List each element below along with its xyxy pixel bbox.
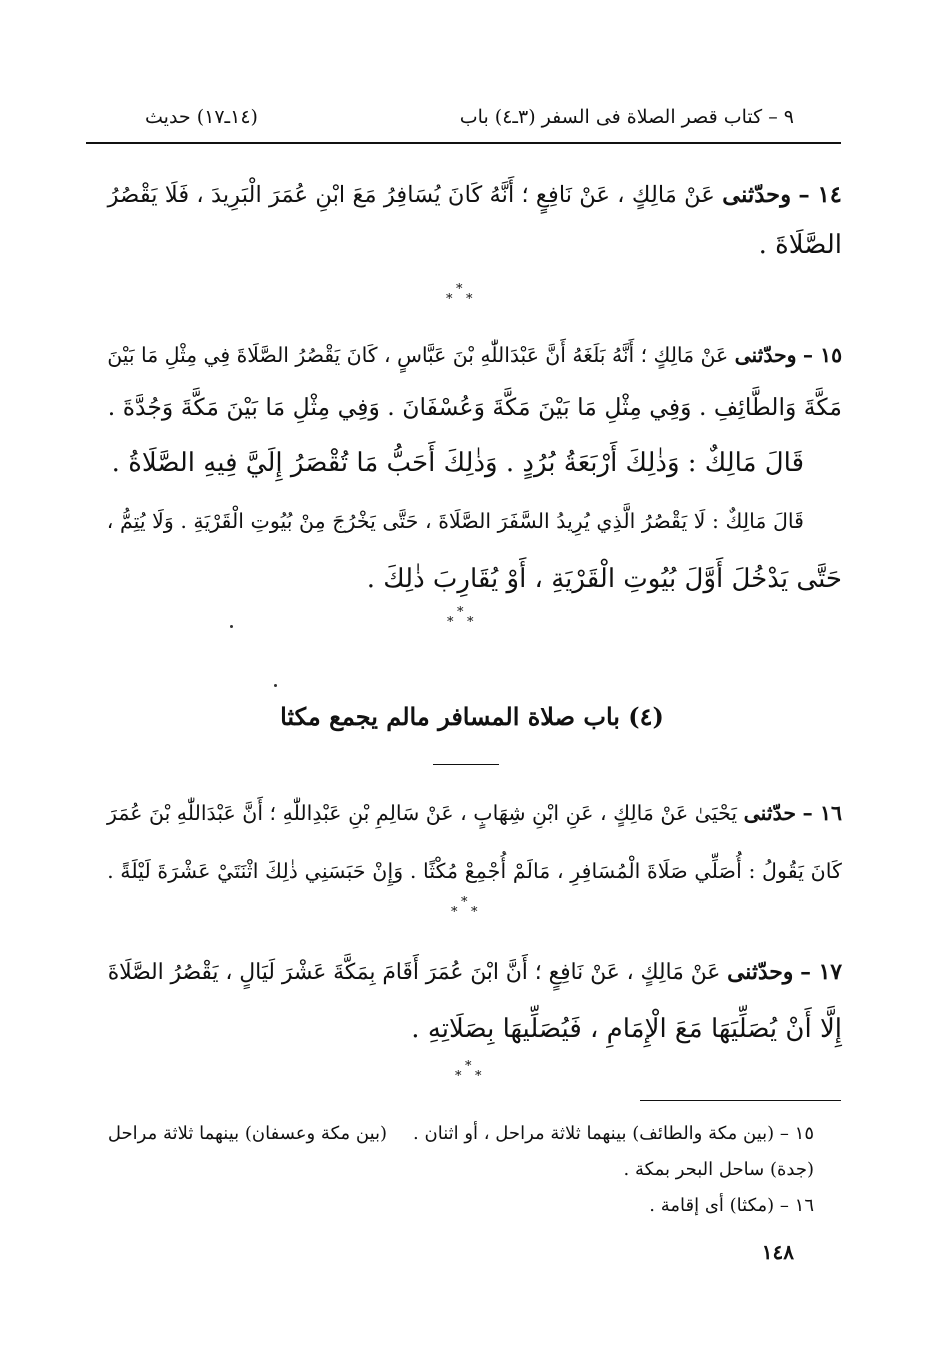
hadith-15-line-3: قَالَ مَالِكٌ : وَذٰلِكَ أَرْبَعَةُ بُرُدٍ . وَذٰلِكَ أَحَبُّ مَا تُقْصَرُ إِلَيَّ فِيهِ الصَّلَاةُ . [111,448,804,478]
running-header-chapter: ٩ – كتاب قصر الصلاة فى السفر (٣ـ٤) باب [459,106,794,128]
print-speck [274,684,277,687]
hadith-lead-word: وحدّثنى [727,960,794,985]
hadith-lead-word: وحدّثنى [722,182,792,208]
hadith-text: يَحْيَىٰ عَنْ مَالِكٍ ، عَنِ ابْنِ شِهَابٍ ، عَنْ سَالِمِ بْنِ عَبْدِاللّٰهِ ؛ أَنَّ عَبْدَاللّٰهِ بْنَ عُمَرَ [107,801,738,825]
section-separator [451,896,481,920]
hadith-17-line-1 [92,954,842,992]
hadith-14-line-2: الصَّلَاةَ . [758,230,842,260]
hadith-text: عَنْ مَالِكٍ ؛ أَنَّهُ بَلَغَهُ أَنَّ عَبْدَاللّٰهِ بْنَ عَبَّاسٍ ، كَانَ يَقْصُرُ الصَّلَاةَ فِي مِثْلِ مَا بَيْنَ [107,343,729,367]
section-separator [447,606,477,630]
hadith-text: عَنْ مَالِكٍ ، عَنْ نَافِعٍ ؛ أَنَّهُ كَانَ يُسَافِرُ مَعَ ابْنِ عُمَرَ الْبَرِيدَ ، فَلَا يَقْصُرُ [107,182,715,208]
hadith-lead-word: حدّثنى [743,801,797,825]
footnote-line-1 [94,1121,814,1147]
hadith-number: ١٦ – [802,801,842,825]
footnote-rule [640,1100,841,1101]
footnote-line-3: ١٦ – (مكثا) أى إقامة . [649,1195,814,1216]
separator-star: * [467,615,474,630]
hadith-17-line-2: إِلَّا أَنْ يُصَلِّيَهَا مَعَ الْإِمَامِ ، فَيُصَلِّيهَا بِصَلَاتِهِ . [411,1014,842,1044]
separator-star: * [456,282,463,297]
section-separator [455,1060,485,1084]
hadith-15-line-5: حَتَّى يَدْخُلَ أَوَّلَ بُيُوتِ الْقَرْيَةِ ، أَوْ يُقَارِبَ ذٰلِكَ . [366,564,842,594]
hadith-number: ١٤ – [798,182,842,208]
hadith-lead-word: وحدّثنى [734,343,797,367]
separator-star: * [461,895,468,910]
hadith-number: ١٧ – [800,960,842,985]
separator-star: * [457,605,464,620]
page-number: ١٤٨ [761,1240,794,1264]
separator-star: * [471,905,478,920]
separator-star: * [466,292,473,307]
header-rule [86,142,841,144]
chapter-title: (٤) باب صلاة المسافر مالم يجمع مكثا [280,702,664,731]
separator-star: * [446,292,453,307]
hadith-text: عَنْ مَالِكٍ ، عَنْ نَافِعٍ ؛ أَنَّ ابْنَ عُمَرَ أَقَامَ بِمَكَّةَ عَشْرَ لَيَالٍ ، يَقْصُرُ الصَّلَاةَ [107,960,721,985]
hadith-15-line-1 [92,336,842,374]
hadith-number: ١٥ – [802,343,842,367]
separator-star: * [475,1069,482,1084]
print-speck [230,625,233,628]
footnote-line-2: (جدة) ساحل البحر بمكة . [623,1159,814,1180]
footnote-15-part-1: ١٥ – (بين مكة والطائف) بينهما ثلاثة مراحل ، أو اثنان . [413,1123,814,1144]
footnote-15-part-2: (بين مكة وعسفان) بينهما ثلاثة مراحل [107,1123,388,1144]
hadith-15-line-4: قَالَ مَالِكٌ : لَا يَقْصُرُ الَّذِي يُرِيدُ السَّفَرَ الصَّلَاةَ ، حَتَّى يَخْرُجَ مِنْ بُيُوتِ الْقَرْيَةِ . وَلَا يُتِمُّ ، [106,509,804,533]
hadith-16-line-2: كَانَ يَقُولُ : أُصَلِّي صَلَاةَ الْمُسَافِرِ ، مَالَمْ أُجْمِعْ مُكْثًا . وَإِنْ حَبَسَنِي ذٰلِكَ اثْنَتَيْ عَشْرَةَ لَيْلَةً . [107,859,842,883]
chapter-title-rule [433,764,499,765]
running-header-hadith-range: (١٤ـ١٧) حديث [145,106,258,128]
separator-star: * [447,615,454,630]
separator-star: * [451,905,458,920]
section-separator [446,283,476,307]
separator-star: * [455,1069,462,1084]
hadith-14-line-1 [92,176,842,214]
hadith-15-line-2: مَكَّةَ وَالطَّائِفِ . وَفِي مِثْلِ مَا بَيْنَ مَكَّةَ وَعُسْفَانَ . وَفِي مِثْلِ مَا بَيْنَ مَكَّةَ وَجُدَّةَ . [107,393,842,421]
hadith-16-line-1 [92,794,842,832]
separator-star: * [465,1059,472,1074]
